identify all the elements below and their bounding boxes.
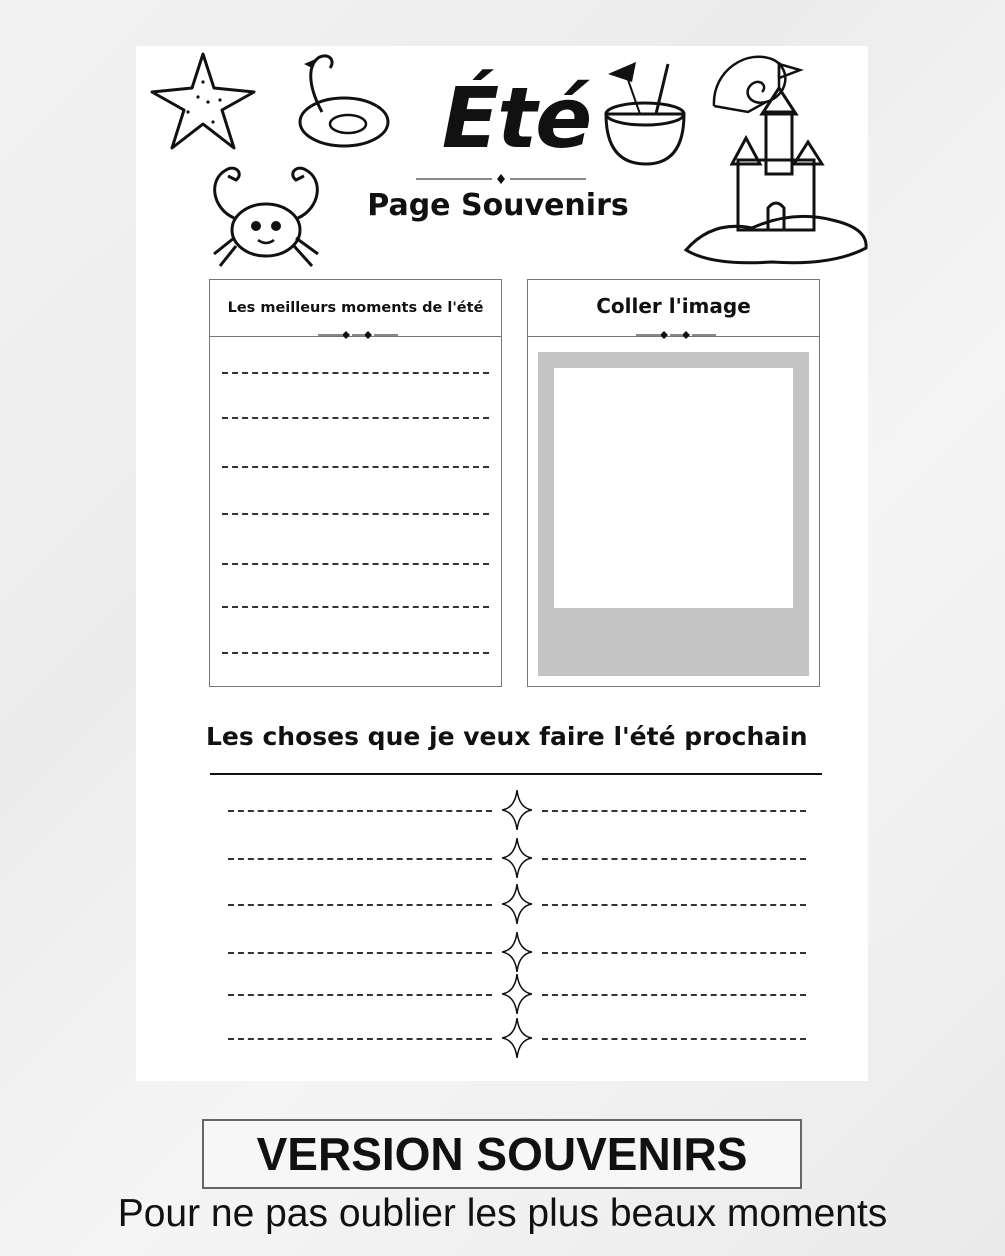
photo-box xyxy=(527,279,820,687)
write-line[interactable] xyxy=(222,563,489,565)
next-summer-heading: Les choses que je veux faire l'été prochain xyxy=(206,722,808,751)
sparkle-star-icon xyxy=(502,790,532,830)
write-line[interactable] xyxy=(222,606,489,608)
todo-line-left[interactable] xyxy=(228,1038,492,1040)
sparkle-star-icon xyxy=(502,884,532,924)
todo-line-left[interactable] xyxy=(228,952,492,954)
photo-frame[interactable] xyxy=(538,352,809,676)
souvenir-page xyxy=(136,46,868,1081)
starfish-icon xyxy=(148,52,258,152)
todo-line-right[interactable] xyxy=(542,994,806,996)
photo-header xyxy=(528,280,819,337)
box-ornament xyxy=(210,330,503,340)
todo-line-right[interactable] xyxy=(542,1038,806,1040)
todo-line-left[interactable] xyxy=(228,904,492,906)
title-ornament xyxy=(416,174,586,184)
sandcastle-icon xyxy=(682,60,870,270)
crab-icon xyxy=(202,158,330,274)
best-moments-heading: Les meilleurs moments de l'été xyxy=(227,300,484,316)
version-label: VERSION SOUVENIRS xyxy=(256,1128,748,1180)
todo-line-left[interactable] xyxy=(228,858,492,860)
write-line[interactable] xyxy=(222,466,489,468)
todo-line-right[interactable] xyxy=(542,858,806,860)
sparkle-star-icon xyxy=(502,932,532,972)
flamingo-float-icon xyxy=(292,50,392,150)
write-line[interactable] xyxy=(222,652,489,654)
sparkle-star-icon xyxy=(502,838,532,878)
todo-line-left[interactable] xyxy=(228,810,492,812)
photo-heading: Coller l'image xyxy=(596,294,751,318)
todo-line-right[interactable] xyxy=(542,904,806,906)
best-moments-box xyxy=(209,279,502,687)
write-line[interactable] xyxy=(222,417,489,419)
box-ornament xyxy=(528,330,821,340)
write-line[interactable] xyxy=(222,372,489,374)
best-moments-header xyxy=(210,280,501,337)
photo-placeholder xyxy=(554,368,793,608)
todo-line-right[interactable] xyxy=(542,952,806,954)
coconut-drink-icon xyxy=(602,56,688,168)
section-divider xyxy=(210,773,822,775)
page-subtitle: Page Souvenirs xyxy=(367,188,629,223)
sparkle-star-icon xyxy=(502,974,532,1014)
sparkle-star-icon xyxy=(502,1018,532,1058)
version-banner xyxy=(202,1119,802,1189)
page-title: Été xyxy=(441,69,591,167)
write-line[interactable] xyxy=(222,513,489,515)
todo-line-left[interactable] xyxy=(228,994,492,996)
tagline: Pour ne pas oublier les plus beaux moments xyxy=(117,1192,888,1235)
todo-line-right[interactable] xyxy=(542,810,806,812)
